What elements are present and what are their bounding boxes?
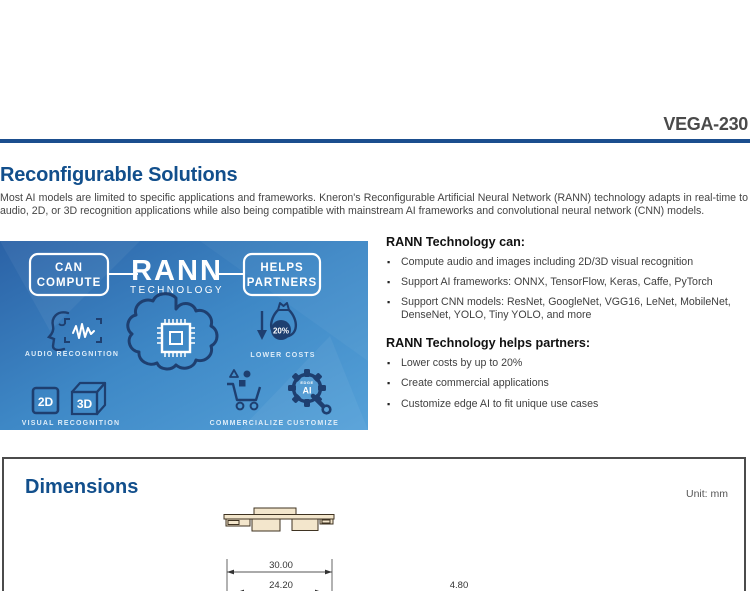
list-item: ▪ Support CNN models: ResNet, GoogleNet, VGG16, LeNet, MobileNet, DenseNet, YOLO, Tiny YOLO, and more — [386, 296, 748, 321]
arrowhead — [227, 570, 234, 575]
list-item: ▪ Compute audio and images including 2D/3D visual recognition — [386, 256, 748, 269]
twenty-percent-badge: 20% — [272, 326, 290, 336]
dim-24-label: 24.20 — [269, 580, 293, 591]
list-item: ▪ Lower costs by up to 20% — [386, 357, 748, 370]
intro-paragraph: Most AI models are limited to specific applications and frameworks. Kneron's Reconfigurable Artificial Neural Network (RANN) technology adapts in real-time to audio, 2D, or 3D recognition applications while also being compatible with mainstream AI frameworks and convolutional neural network (CNN) models. — [0, 192, 748, 217]
svg-text:2D: 2D — [37, 395, 54, 409]
rann-partners-heading: RANN Technology helps partners: — [386, 336, 591, 351]
dimensions-drawing — [182, 502, 532, 591]
board-pcb — [224, 515, 334, 520]
dimensions-section — [2, 457, 746, 591]
board-top-component — [254, 508, 296, 515]
dim-30-label: 30.00 — [269, 560, 293, 571]
rann-infographic-image — [0, 241, 368, 430]
visual-recognition-label: VISUAL RECOGNITION — [21, 420, 121, 427]
audio-recognition-label: AUDIO RECOGNITION — [24, 351, 120, 358]
edge-label: EDGE — [300, 380, 314, 385]
header-divider — [0, 139, 750, 143]
list-item: ▪ Support AI frameworks: ONNX, TensorFlow, Keras, Caffe, PyTorch — [386, 276, 748, 289]
can-compute-line1: CAN — [55, 262, 83, 274]
list-item: ▪ Customize edge AI to fit unique use cases — [386, 398, 748, 411]
rann-infographic — [0, 241, 368, 430]
can-compute-line2: COMPUTE — [36, 277, 102, 289]
dimensions-title: Dimensions — [25, 476, 139, 498]
section-title-reconfigurable: Reconfigurable Solutions — [0, 164, 238, 186]
board-component — [252, 519, 280, 531]
arrowhead — [325, 570, 332, 575]
helps-partners-line1: HELPS — [260, 262, 304, 274]
page-title: VEGA-230 — [663, 114, 748, 134]
rann-title: RANN — [131, 255, 223, 287]
rann-can-list — [386, 256, 748, 321]
board-component — [322, 520, 330, 523]
board-component — [292, 519, 318, 531]
dimensions-unit: Unit: mm — [686, 488, 728, 500]
commercialize-label: COMMERCIALIZE — [209, 420, 285, 427]
lower-costs-label: LOWER COSTS — [250, 352, 316, 359]
svg-text:3D: 3D — [76, 397, 93, 411]
ai-label: AI — [302, 385, 312, 396]
board-component — [228, 521, 239, 525]
rann-subtitle: TECHNOLOGY — [129, 285, 225, 296]
list-item: ▪ Create commercial applications — [386, 377, 748, 390]
rann-can-heading: RANN Technology can: — [386, 235, 526, 249]
rann-partners-list — [386, 357, 748, 410]
helps-partners-line2: PARTNERS — [246, 277, 318, 289]
customize-label: CUSTOMIZE — [287, 420, 339, 427]
rann-details-column — [386, 235, 748, 418]
board-side-view — [182, 502, 532, 591]
dim-4-label: 4.80 — [449, 580, 469, 591]
